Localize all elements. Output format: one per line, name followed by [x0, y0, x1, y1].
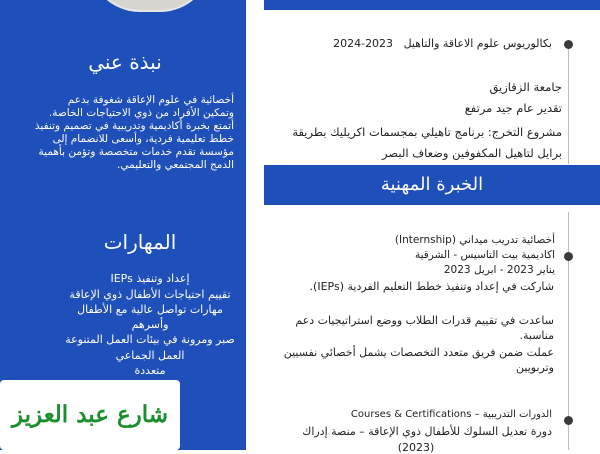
degree-text: بكالوريوس علوم الاعاقة والتاهيل — [403, 37, 552, 50]
exp-bullet: ساعدت في تقييم قدرات الطلاب ووضع استراتيجيات دعم مناسبة. — [295, 314, 554, 342]
about-text: أخصائية في علوم الإعاقة شغوفة بدعم وتمكين الأفراد من ذوي الاحتياجات الخاصة. أتمتع بخبرة أكاديمية وتدريبية في تصميم وتنفيذ خطط تعليمية فردية، وأسعى للانضمام إلى مؤسسة تقدم خدمات متخصصة وتؤمن بأهمية الدمج المجتمعي والتعليمي. — [34, 94, 234, 171]
skill-item: مهارات تواصل عالية مع الأطفال وأسرهم — [77, 303, 223, 331]
education-degree — [300, 37, 552, 50]
watermark-logo: شارع عبد العزيز — [0, 380, 180, 450]
timeline-line — [568, 212, 569, 450]
exp-dates: يناير 2023 - ابريل 2023 — [443, 264, 555, 276]
timeline-dot — [564, 40, 573, 49]
skill-item: العمل الجماعي — [115, 348, 185, 362]
exp-bullet: عملت ضمن فريق متعدد التخصصات يشمل أخصائي نفسيين وتربويين — [283, 346, 554, 374]
course-year: (2023) — [397, 441, 435, 454]
skills-list — [62, 272, 238, 380]
about-title: نبذة عني — [88, 50, 162, 74]
skill-item: تقييم احتياجات الأطفال ذوي الإعاقة — [69, 287, 231, 301]
exp-bullet: شاركت في إعداد وتنفيذ خطط التعليم الفردية (IEPs). — [309, 280, 554, 293]
grade: تقدير عام جيد مرتفع — [464, 101, 562, 115]
exp-org: اكاديمية بيت التاسيس - الشرقية — [414, 249, 555, 261]
degree-years: 2023-2024 — [333, 37, 394, 50]
exp-role: أخصائية تدريب ميداني (Internship) — [394, 234, 555, 246]
timeline-dot — [564, 416, 573, 425]
experience-band: الخبرة المهنية — [264, 165, 600, 205]
course-item: دورة تعديل السلوك للأطفال ذوي الإعاقة – منصة إدراك — [302, 425, 552, 438]
courses-heading: الدورات التدريبية – Courses & Certifications — [350, 409, 552, 420]
skill-item: صبر ومرونة في بيئات العمل المتنوعة — [65, 333, 235, 346]
university: جامعة الزقازيق — [489, 80, 562, 94]
graduation-project: مشروع التخرج: برنامج تاهيلي بمجسمات اكريليك بطريقة برايل لتاهيل المكفوفين وضعاف البصر — [292, 125, 562, 160]
profile-photo — [88, 0, 212, 12]
header-band — [264, 0, 600, 10]
timeline-dot — [564, 252, 573, 261]
skill-item: متعددة — [134, 364, 166, 377]
skills-title: المهارات — [103, 230, 177, 254]
timeline-line — [568, 44, 569, 164]
skill-item: إعداد وتنفيذ IEPs — [110, 272, 190, 285]
